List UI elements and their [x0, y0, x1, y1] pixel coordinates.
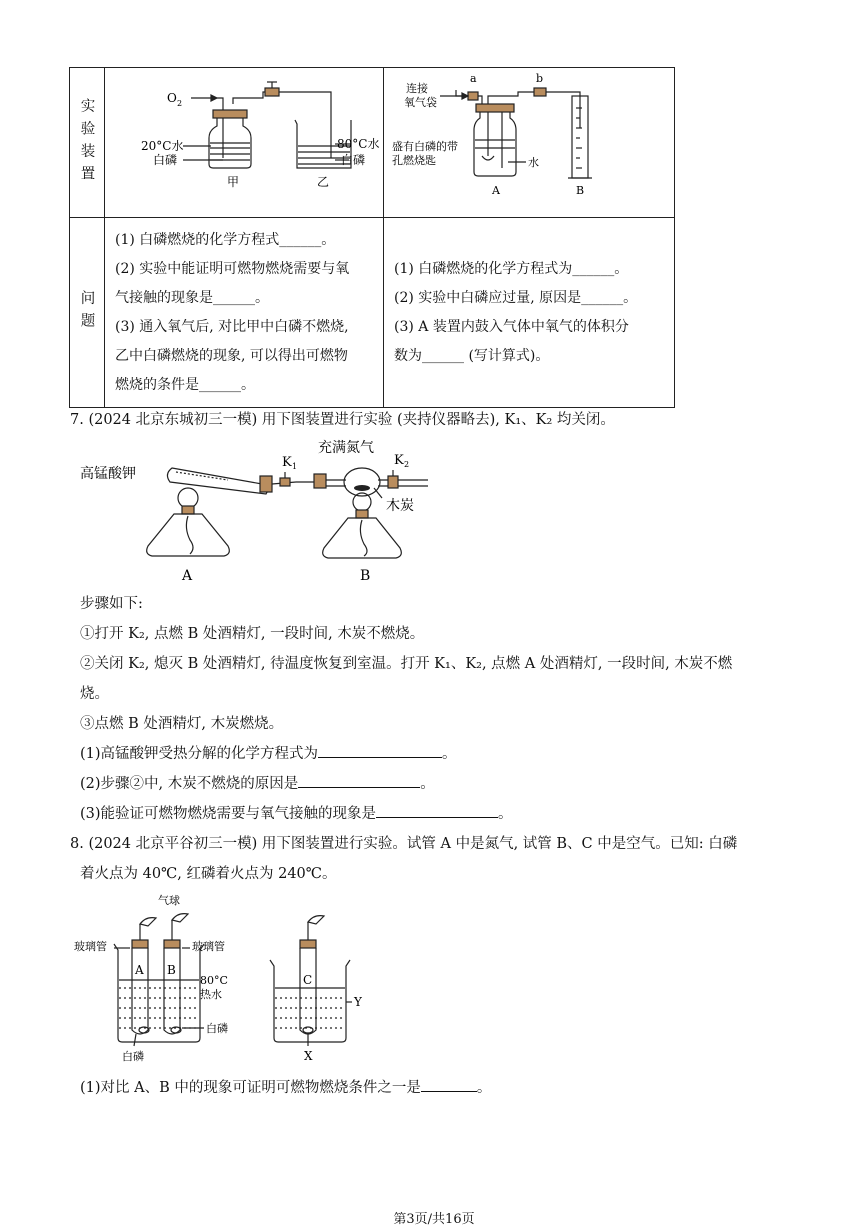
- o2-sub: 2: [177, 99, 183, 108]
- q7-sub2: [80, 772, 435, 793]
- right-q-line: (2) 实验中白磷应过量, 原因是______。: [394, 289, 638, 306]
- q7-fig-b: B: [360, 568, 371, 584]
- right-questions: [384, 218, 675, 408]
- k2-label: K: [394, 453, 404, 468]
- answer-blank: [421, 1077, 477, 1092]
- q7-sub3: [80, 802, 513, 823]
- temp-label: 80°C: [200, 974, 228, 987]
- white-p-label-b: 白磷: [122, 1050, 144, 1063]
- figure-a-b: [384, 68, 674, 213]
- fig-a-label: A: [492, 184, 500, 197]
- tube-c-label: C: [303, 973, 313, 987]
- left-q-line: (2) 实验中能证明可燃物燃烧需要与氧: [115, 260, 350, 277]
- tube-a-label: A: [135, 963, 144, 977]
- hot-water-label: 热水: [200, 988, 222, 1001]
- white-p-label-r: 白磷: [206, 1022, 228, 1035]
- n2-label: 充满氮气: [318, 440, 374, 456]
- q8-sub1: [80, 1076, 491, 1097]
- q7-sub3-text: (3)能验证可燃物燃烧需要与氧气接触的现象是: [80, 806, 377, 822]
- experiment-table: [69, 67, 675, 408]
- fig-b-label: B: [576, 184, 585, 197]
- k2-sub: 2: [404, 460, 410, 469]
- figure-q8: [74, 888, 374, 1066]
- charcoal-label: 木炭: [386, 498, 414, 514]
- questions-label: 问题: [78, 290, 95, 335]
- q7-sub1: [80, 742, 457, 763]
- apparatus-right-cell: [384, 68, 675, 218]
- o2-label: O: [167, 91, 177, 105]
- kmno4-label: 高锰酸钾: [80, 466, 136, 482]
- right-q-line: (3) A 装置内鼓入气体中氧气的体积分: [394, 318, 629, 335]
- left-q-line: (1) 白磷燃烧的化学方程式______。: [115, 231, 336, 248]
- row-head-apparatus: [70, 68, 105, 218]
- right-q-line: (1) 白磷燃烧的化学方程式为______。: [394, 260, 629, 277]
- right-q-line: 数为______ (写计算式)。: [394, 347, 550, 364]
- q8-header-a: 8. (2024 北京平谷初三一模) 用下图装置进行实验。试管 A 中是氮气, 试管 B、C 中是空气。已知: 白磷: [70, 836, 738, 852]
- apparatus-label: 实验装置: [78, 97, 95, 188]
- spoon-label-1: 盛有白磷的带: [392, 140, 458, 153]
- left-q-line: 乙中白磷燃烧的现象, 可以得出可燃物: [115, 347, 348, 364]
- q7-sub1-text: (1)高锰酸钾受热分解的化学方程式为: [80, 746, 319, 762]
- x-label: X: [304, 1049, 313, 1063]
- valve-a-label: a: [470, 72, 477, 85]
- left-questions: [105, 218, 384, 408]
- q8-header-b: 着火点为 40℃, 红磷着火点为 240℃。: [80, 866, 337, 882]
- white-p-label-2: 白磷: [341, 153, 366, 167]
- answer-blank: [298, 773, 420, 788]
- y-label: Y: [354, 995, 362, 1009]
- left-q-line: 燃烧的条件是______。: [115, 376, 255, 393]
- q7-step2a: ②关闭 K₂, 熄灭 B 处酒精灯, 待温度恢复到室温。打开 K₁、K₂, 点燃 A 处酒精灯, 一段时间, 木炭不燃: [80, 656, 733, 672]
- q7-sub2-text: (2)步骤②中, 木炭不燃烧的原因是: [80, 776, 299, 792]
- q7-header: 7. (2024 北京东城初三一模) 用下图装置进行实验 (夹持仪器略去), K₁、K₂ 均关闭。: [70, 412, 615, 428]
- connect-label-2: 氧气袋: [404, 96, 437, 109]
- left-q-line: (3) 通入氧气后, 对比甲中白磷不燃烧,: [115, 318, 349, 335]
- apparatus-left-cell: [105, 68, 384, 218]
- water80-label: 80°C水: [337, 137, 380, 151]
- answer-blank: [376, 803, 498, 818]
- q8-sub1-text: (1)对比 A、B 中的现象可证明可燃物燃烧条件之一是: [80, 1080, 421, 1096]
- k1-sub: 1: [292, 462, 298, 471]
- water20-label: 20°C水: [141, 139, 184, 153]
- left-q-line: 气接触的现象是______。: [115, 289, 269, 306]
- page-footer: 第3页/共16页: [393, 1212, 475, 1227]
- jia-label: 甲: [227, 175, 240, 189]
- yi-label: 乙: [317, 175, 330, 189]
- glass-tube-label-left: 玻璃管: [74, 940, 107, 953]
- q7-steps-title: 步骤如下:: [80, 596, 143, 612]
- q7-step1: ①打开 K₂, 点燃 B 处酒精灯, 一段时间, 木炭不燃烧。: [80, 626, 425, 642]
- k1-label: K: [282, 455, 292, 470]
- figure-jia-yi: [105, 68, 383, 213]
- glass-tube-label-right: 玻璃管: [192, 940, 225, 953]
- period: 。: [498, 806, 513, 822]
- period: 。: [442, 746, 457, 762]
- balloon-label: 气球: [158, 894, 180, 907]
- q7-step2b: 烧。: [80, 686, 109, 702]
- period: 。: [420, 776, 435, 792]
- answer-blank: [318, 743, 442, 758]
- q7-step3: ③点燃 B 处酒精灯, 木炭燃烧。: [80, 716, 284, 732]
- white-p-label-1: 白磷: [153, 153, 178, 167]
- spoon-label-2: 孔燃烧匙: [392, 154, 436, 167]
- period: 。: [476, 1080, 492, 1096]
- connect-label-1: 连接: [406, 82, 428, 95]
- valve-b-label: b: [536, 72, 544, 85]
- figure-q7: [78, 436, 448, 586]
- q7-fig-a: A: [182, 568, 193, 584]
- water-label: 水: [528, 156, 539, 169]
- tube-b-label: B: [167, 963, 176, 977]
- row-head-questions: [70, 218, 105, 408]
